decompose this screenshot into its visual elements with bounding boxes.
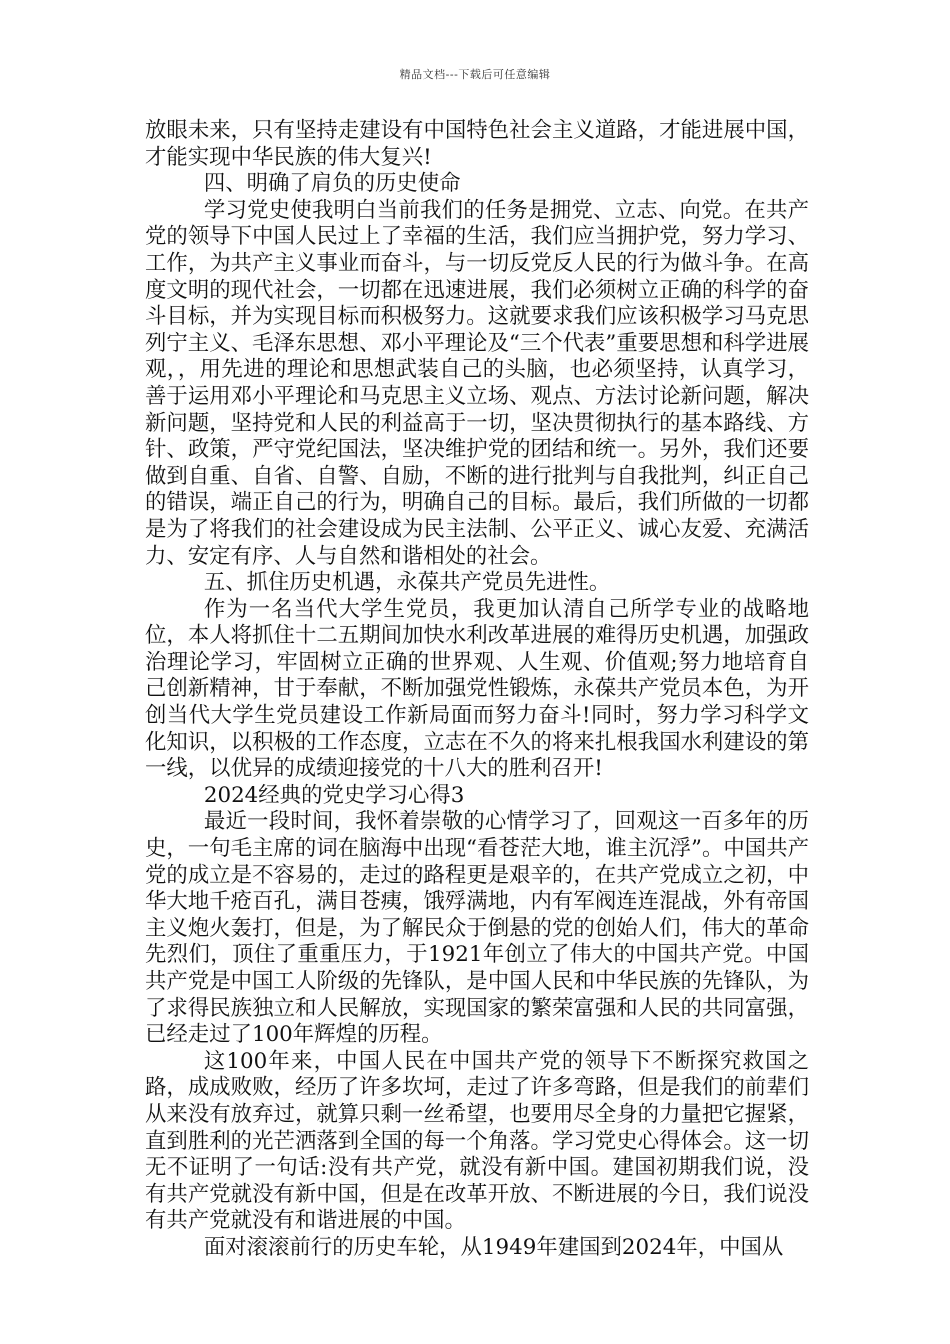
article-title: 2024经典的党史学习心得3 — [203, 782, 465, 808]
paragraph: 最近一段时间，我怀着崇敬的心情学习了，回观这一百多年的历史，一句毛主席的词在脑海中出现“看苍茫大地，谁主沉浮”。中国共产党的成立是不容易的，走过的路程更是艰辛的，在共产党成立之初，中华大地千疮百孔，满目苍痍，饿殍满地，内有军阀连连混战，外有帝国主义炮火轰打，但是，为了解民众于倒悬的党的创始人们，伟大的革命先烈们，顶住了重重压力，于1921年创立了伟大的中国共产党。中国共产党是中国工人阶级的先锋队，是中国人民和中华民族的先锋队，为了求得民族独立和人民解放，实现国家的繁荣富强和人民的共同富强，已经走过了100年辉煌的历程。 — [145, 809, 809, 1048]
paragraph: 这100年来，中国人民在中国共产党的领导下不断探究救国之路，成成败败，经历了许多坎坷，走过了许多弯路，但是我们的前辈们从来没有放弃过，就算只剩一丝希望，也要用尽全身的力量把它握紧，直到胜利的光芒洒落到全国的每一个角落。学习党史心得体会。这一切无不证明了一句话:没有共产党，就没有新中国。建国初期我们说，没有共产党就没有新中国，但是在改革开放、不断进展的今日，我们说没有共产党就没有和谐进展的中国。 — [145, 1048, 809, 1234]
paragraph: 学习党史使我明白当前我们的任务是拥党、立志、向党。在共产党的领导下中国人民过上了幸福的生活，我们应当拥护党，努力学习、工作，为共产主义事业而奋斗，与一切反党反人民的行为做斗争。在高度文明的现代社会，一切都在迅速进展，我们必须树立正确的科学的奋斗目标，并为实现目标而积极努力。这就要求我们应该积极学习马克思列宁主义、毛泽东思想、邓小平理论及“三个代表”重要思想和科学进展观，，用先进的理论和思想武装自己的头脑，也必须坚持，认真学习，善于运用邓小平理论和马克思主义立场、观点、方法讨论新问题，解决新问题，坚持党和人民的利益高于一切，坚决贯彻执行的基本路线、方针、政策，严守党纪国法，坚决维护党的团结和统一。另外，我们还要做到自重、自省、自警、自励，不断的进行批判与自我批判，纠正自己的错误，端正自己的行为，明确自己的目标。最后，我们所做的一切都是为了将我们的社会建设成为民主法制、公平正义、诚心友爱、充满活力、安定有序、人与自然和谐相处的社会。 — [145, 197, 809, 569]
paragraph: 放眼未来，只有坚持走建设有中国特色社会主义道路，才能进展中国，才能实现中华民族的伟大复兴! — [145, 118, 809, 170]
paragraph: 面对滚滚前行的历史车轮，从1949年建国到2024年，中国从 — [203, 1234, 784, 1260]
section-heading: 五、抓住历史机遇，永葆共产党员先进性。 — [203, 570, 611, 596]
page-header: 精品文档---下载后可任意编辑 — [399, 68, 551, 81]
section-heading: 四、明确了肩负的历史使命 — [203, 171, 461, 197]
paragraph: 作为一名当代大学生党员，我更加认清自己所学专业的战略地位，本人将抓住十二五期间加快水利改革进展的难得历史机遇，加强政治理论学习，牢固树立正确的世界观、人生观、价值观;努力地培育自己创新精神，甘于奉献，不断加强党性锻炼，永葆共产党员本色，为开创当代大学生党员建设工作新局面而努力奋斗!同时，努力学习科学文化知识，以积极的工作态度，立志在不久的将来扎根我国水利建设的第一线，以优异的成绩迎接党的十八大的胜利召开! — [145, 596, 809, 782]
document-body — [145, 118, 809, 1262]
